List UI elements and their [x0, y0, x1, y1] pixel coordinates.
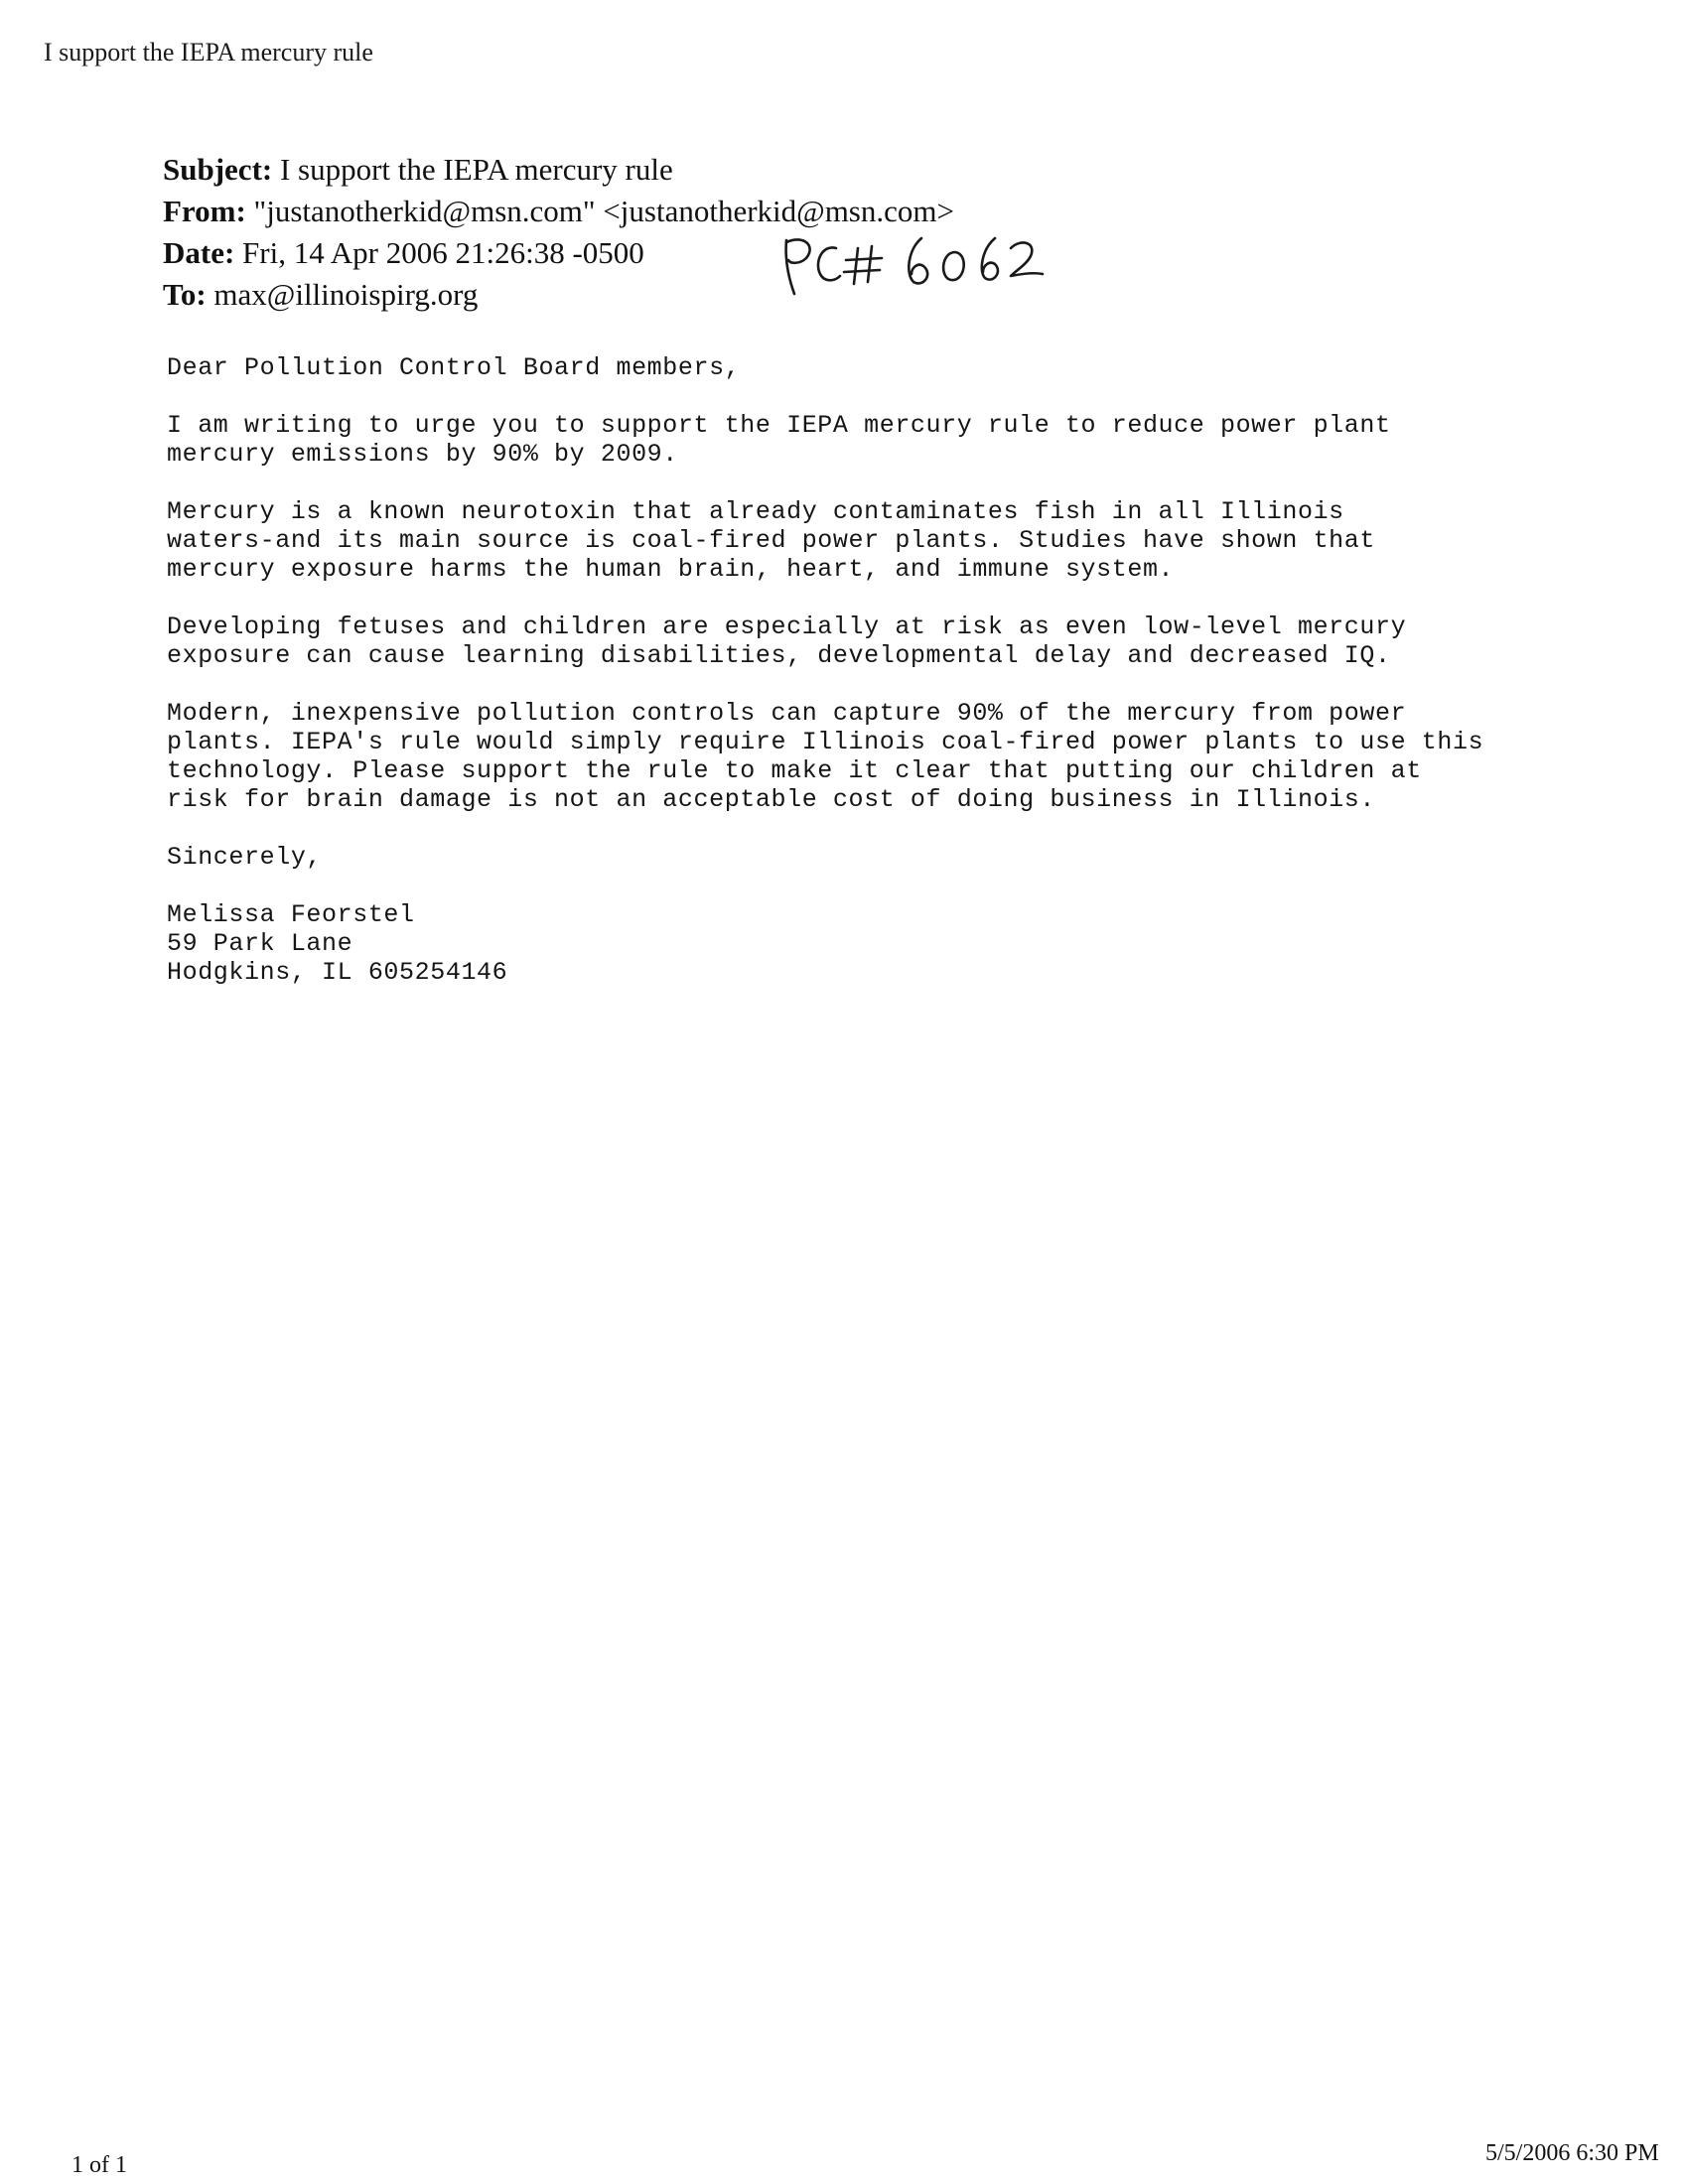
subject-value: I support the IEPA mercury rule — [272, 152, 673, 187]
from-row — [163, 191, 954, 232]
signer-street: 59 Park Lane — [167, 929, 353, 958]
subject-label: Subject: — [163, 152, 273, 187]
date-label: Date: — [163, 235, 235, 270]
to-label: To: — [163, 277, 207, 312]
date-value: Fri, 14 Apr 2006 21:26:38 -0500 — [234, 235, 644, 270]
page-number: 1 of 1 — [71, 2152, 127, 2178]
running-header: I support the IEPA mercury rule — [44, 38, 373, 67]
salutation: Dear Pollution Control Board members, — [167, 353, 741, 382]
subject-row — [163, 149, 954, 191]
paragraph-1: I am writing to urge you to support the IEPA mercury rule to reduce power plant mercury emissions by 90% by 2009. — [167, 411, 1391, 469]
signer-name: Melissa Feorstel — [167, 900, 415, 929]
closing: Sincerely, — [167, 843, 323, 872]
paragraph-2: Mercury is a known neurotoxin that already contaminates fish in all Illinois waters-and its main source is coal-fired power plants. Studies have shown that mercury exposure harms the human brain, heart, and immune system. — [167, 497, 1375, 584]
handwritten-pc-number — [774, 228, 1052, 308]
to-value: max@illinoispirg.org — [206, 277, 479, 312]
print-timestamp: 5/5/2006 6:30 PM — [1485, 2140, 1659, 2166]
paragraph-4: Modern, inexpensive pollution controls can capture 90% of the mercury from power plants. IEPA's rule would simply require Illinois coal-fired power plants to use this technology. Please support the rule to make it clear that putting our children at risk for brain damage is not an acceptable cost of doing business in Illinois. — [167, 699, 1484, 814]
letter-body — [167, 353, 1577, 987]
from-label: From: — [163, 194, 246, 228]
paragraph-3: Developing fetuses and children are especially at risk as even low-level mercury exposure can cause learning disabilities, developmental delay and decreased IQ. — [167, 613, 1407, 670]
signer-city: Hodgkins, IL 605254146 — [167, 958, 508, 987]
signature-block — [167, 900, 1577, 987]
from-value: "justanotherkid@msn.com" <justanotherkid@msn.com> — [245, 194, 954, 228]
